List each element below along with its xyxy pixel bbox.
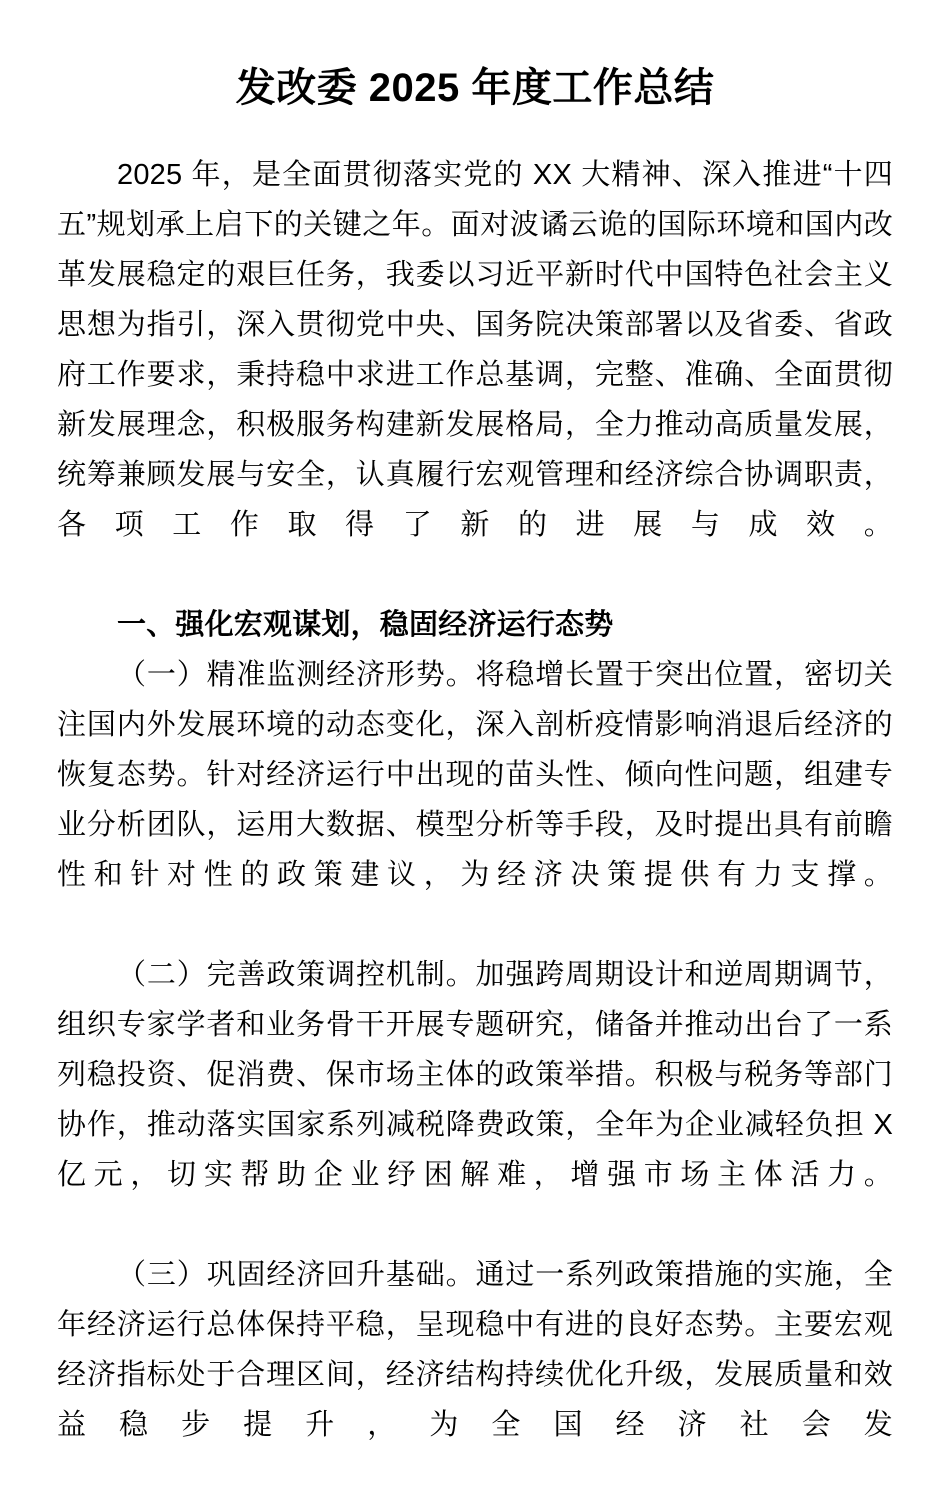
document-body bbox=[57, 150, 893, 1500]
page-title: 发改委 2025 年度工作总结 bbox=[235, 66, 715, 110]
section-heading-1: 一、强化宏观谋划，稳固经济运行态势 bbox=[117, 609, 614, 641]
paragraph-intro: 2025 年，是全面贯彻落实党的 XX 大精神、深入推进“十四五”规划承上启下的关键之年。面对波谲云诡的国际环境和国内改革发展稳定的艰巨任务，我委以习近平新时代中国特色社会主义思想为指引，深入贯彻党中央、国务院决策部署以及省委、省政府工作要求，秉持稳中求进工作总基调，完整、准确、全面贯彻新发展理念，积极服务构建新发展格局，全力推动高质量发展，统筹兼顾发展与安全，认真履行宏观管理和经济综合协调职责，各项工作取得了新的进展与成效。 bbox=[57, 159, 893, 541]
paragraph-section-1-item-1: （一）精准监测经济形势。将稳增长置于突出位置，密切关注国内外发展环境的动态变化，深入剖析疫情影响消退后经济的恢复态势。针对经济运行中出现的苗头性、倾向性问题，组建专业分析团队，运用大数据、模型分析等手段，及时提出具有前瞻性和针对性的政策建议，为经济决策提供有力支撑。 bbox=[57, 659, 893, 891]
paragraph-section-1-item-2: （二）完善政策调控机制。加强跨周期设计和逆周期调节，组织专家学者和业务骨干开展专题研究，储备并推动出台了一系列稳投资、促消费、保市场主体的政策举措。积极与税务等部门协作，推动落实国家系列减税降费政策，全年为企业减轻负担 X 亿元，切实帮助企业纾困解难，增强市场主体活力。 bbox=[57, 959, 893, 1191]
paragraph-section-1-item-3: （三）巩固经济回升基础。通过一系列政策措施的实施，全年经济运行总体保持平稳，呈现稳中有进的良好态势。主要宏观经济指标处于合理区间，经济结构持续优化升级，发展质量和效益稳步提升，为全国经济社会发 bbox=[57, 1259, 893, 1441]
